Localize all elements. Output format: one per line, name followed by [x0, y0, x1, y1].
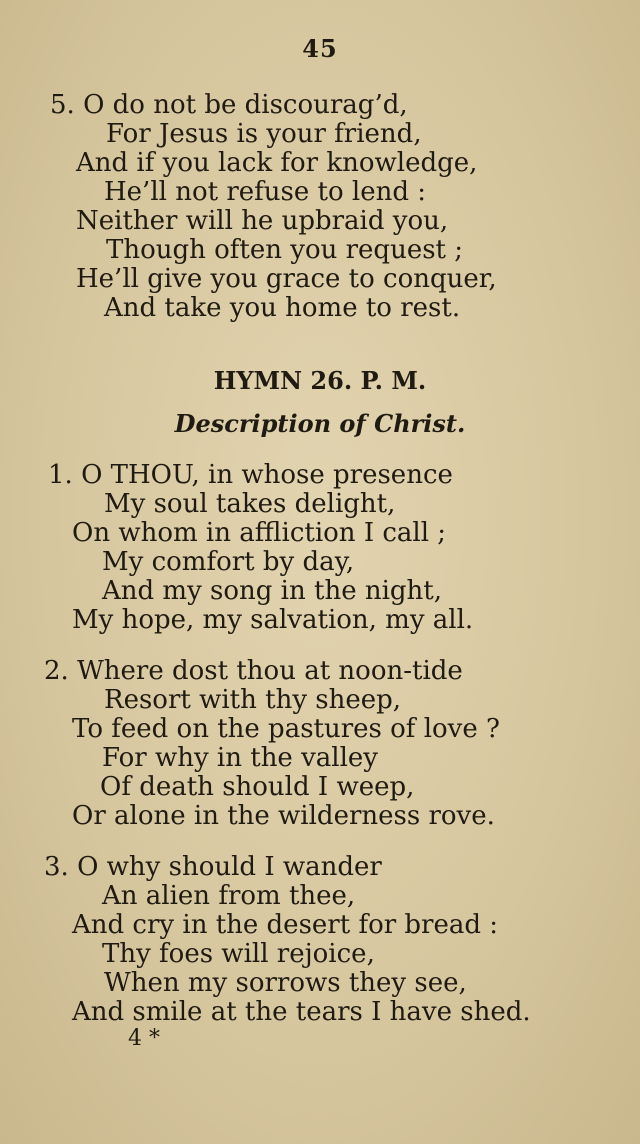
verse-line: And if you lack for knowledge,	[76, 148, 478, 178]
verse-line: And smile at the tears I have shed.	[72, 997, 531, 1027]
verse-line: Resort with thy sheep,	[104, 685, 402, 715]
signature-mark: 4 *	[128, 1026, 160, 1051]
verse-line: My hope, my salvation, my all.	[72, 605, 474, 635]
verse-line: Neither will he upbraid you,	[76, 206, 449, 236]
verse-line: To feed on the pastures of love ?	[72, 714, 500, 744]
verse-line: My soul takes delight,	[104, 489, 396, 519]
verse-line: An alien from thee,	[102, 881, 356, 911]
verse-line: For Jesus is your friend,	[106, 119, 422, 149]
verse-line: Thy foes will rejoice,	[102, 939, 375, 969]
hymn-title: HYMN 26. P. M.	[213, 366, 427, 395]
verse-line: And take you home to rest.	[104, 293, 461, 323]
verse-line: 5. O do not be discourag’d,	[50, 90, 408, 120]
verse-line: When my sorrows they see,	[104, 968, 467, 998]
verse-line: Though often you request ;	[106, 235, 464, 265]
verse-line: 2. Where dost thou at noon-tide	[44, 656, 463, 686]
page-number: 45	[302, 34, 338, 63]
verse-line: Or alone in the wilderness rove.	[72, 801, 495, 831]
verse-line: He’ll give you grace to conquer,	[76, 264, 497, 294]
verse-line: 3. O why should I wander	[44, 852, 382, 882]
verse-line: And my song in the night,	[102, 576, 443, 606]
verse-line: He’ll not refuse to lend :	[104, 177, 426, 207]
verse-line: On whom in affliction I call ;	[72, 518, 447, 548]
verse-line: 1. O THOU, in whose presence	[48, 460, 453, 490]
verse-line: My comfort by day,	[102, 547, 355, 577]
hymn-subtitle: Description of Christ.	[174, 409, 466, 438]
verse-line: And cry in the desert for bread :	[72, 910, 499, 940]
verse-line: Of death should I weep,	[100, 772, 415, 802]
verse-line: For why in the valley	[102, 743, 378, 773]
